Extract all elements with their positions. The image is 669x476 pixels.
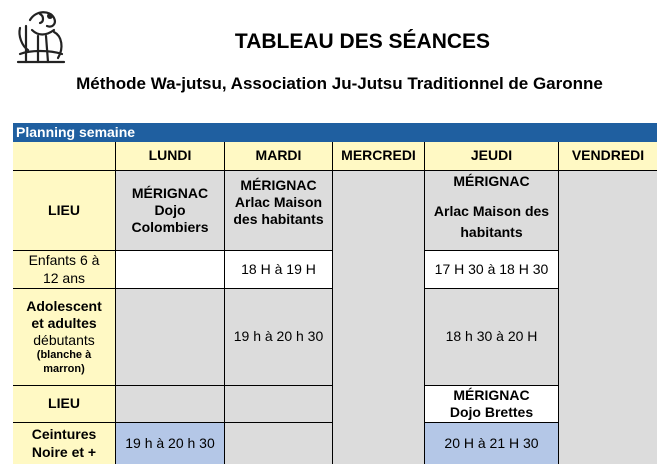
ceintures-lundi: 19 h à 20 h 30: [116, 423, 224, 464]
day-header-lundi: LUNDI: [116, 142, 224, 170]
enfants-jeudi: 17 H 30 à 18 H 30: [425, 251, 558, 288]
day-header-mardi: MARDI: [225, 142, 332, 170]
planning-banner: Planning semaine: [13, 123, 657, 142]
row-label-ceintures: Ceintures Noire et +: [13, 423, 115, 464]
row-label-lieu-2: LIEU: [13, 386, 115, 422]
row-label-enfants: Enfants 6 à 12 ans: [13, 251, 115, 288]
page-subtitle: Méthode Wa-jutsu, Association Ju-Jutsu Traditionnel de Garonne: [76, 74, 603, 93]
schedule-table: [13, 142, 657, 464]
day-header-vendredi: VENDREDI: [559, 142, 657, 170]
vendredi-empty-column: [559, 171, 657, 464]
day-header-jeudi: JEUDI: [425, 142, 558, 170]
day-header-mercredi: MERCREDI: [333, 142, 424, 170]
lieu2-lundi: [116, 386, 224, 422]
ceintures-jeudi: 20 H à 21 H 30: [425, 423, 558, 464]
enfants-lundi: [116, 251, 224, 288]
row-label-ados-adultes: Adolescent et adultes débutants (blanche à marron): [13, 289, 115, 385]
row-label-lieu: LIEU: [13, 171, 115, 250]
ados-lundi: [116, 289, 224, 385]
enfants-mardi: 18 H à 19 H: [225, 251, 332, 288]
ados-mardi: 19 h à 20 h 30: [225, 289, 332, 385]
ceintures-mardi: [225, 423, 332, 464]
lieu-lundi: MÉRIGNAC Dojo Colombiers: [116, 171, 224, 250]
ados-jeudi: 18 h 30 à 20 H: [425, 289, 558, 385]
lieu-mardi: MÉRIGNAC Arlac Maison des habitants: [225, 171, 332, 250]
lieu2-mardi: [225, 386, 332, 422]
lieu2-jeudi: MÉRIGNAC Dojo Brettes: [425, 386, 558, 422]
lieu-jeudi: MÉRIGNAC Arlac Maison des habitants: [425, 171, 558, 250]
page-title: TABLEAU DES SÉANCES: [234, 30, 491, 53]
header-corner-cell: [13, 142, 115, 170]
mercredi-empty-column: [333, 171, 424, 464]
